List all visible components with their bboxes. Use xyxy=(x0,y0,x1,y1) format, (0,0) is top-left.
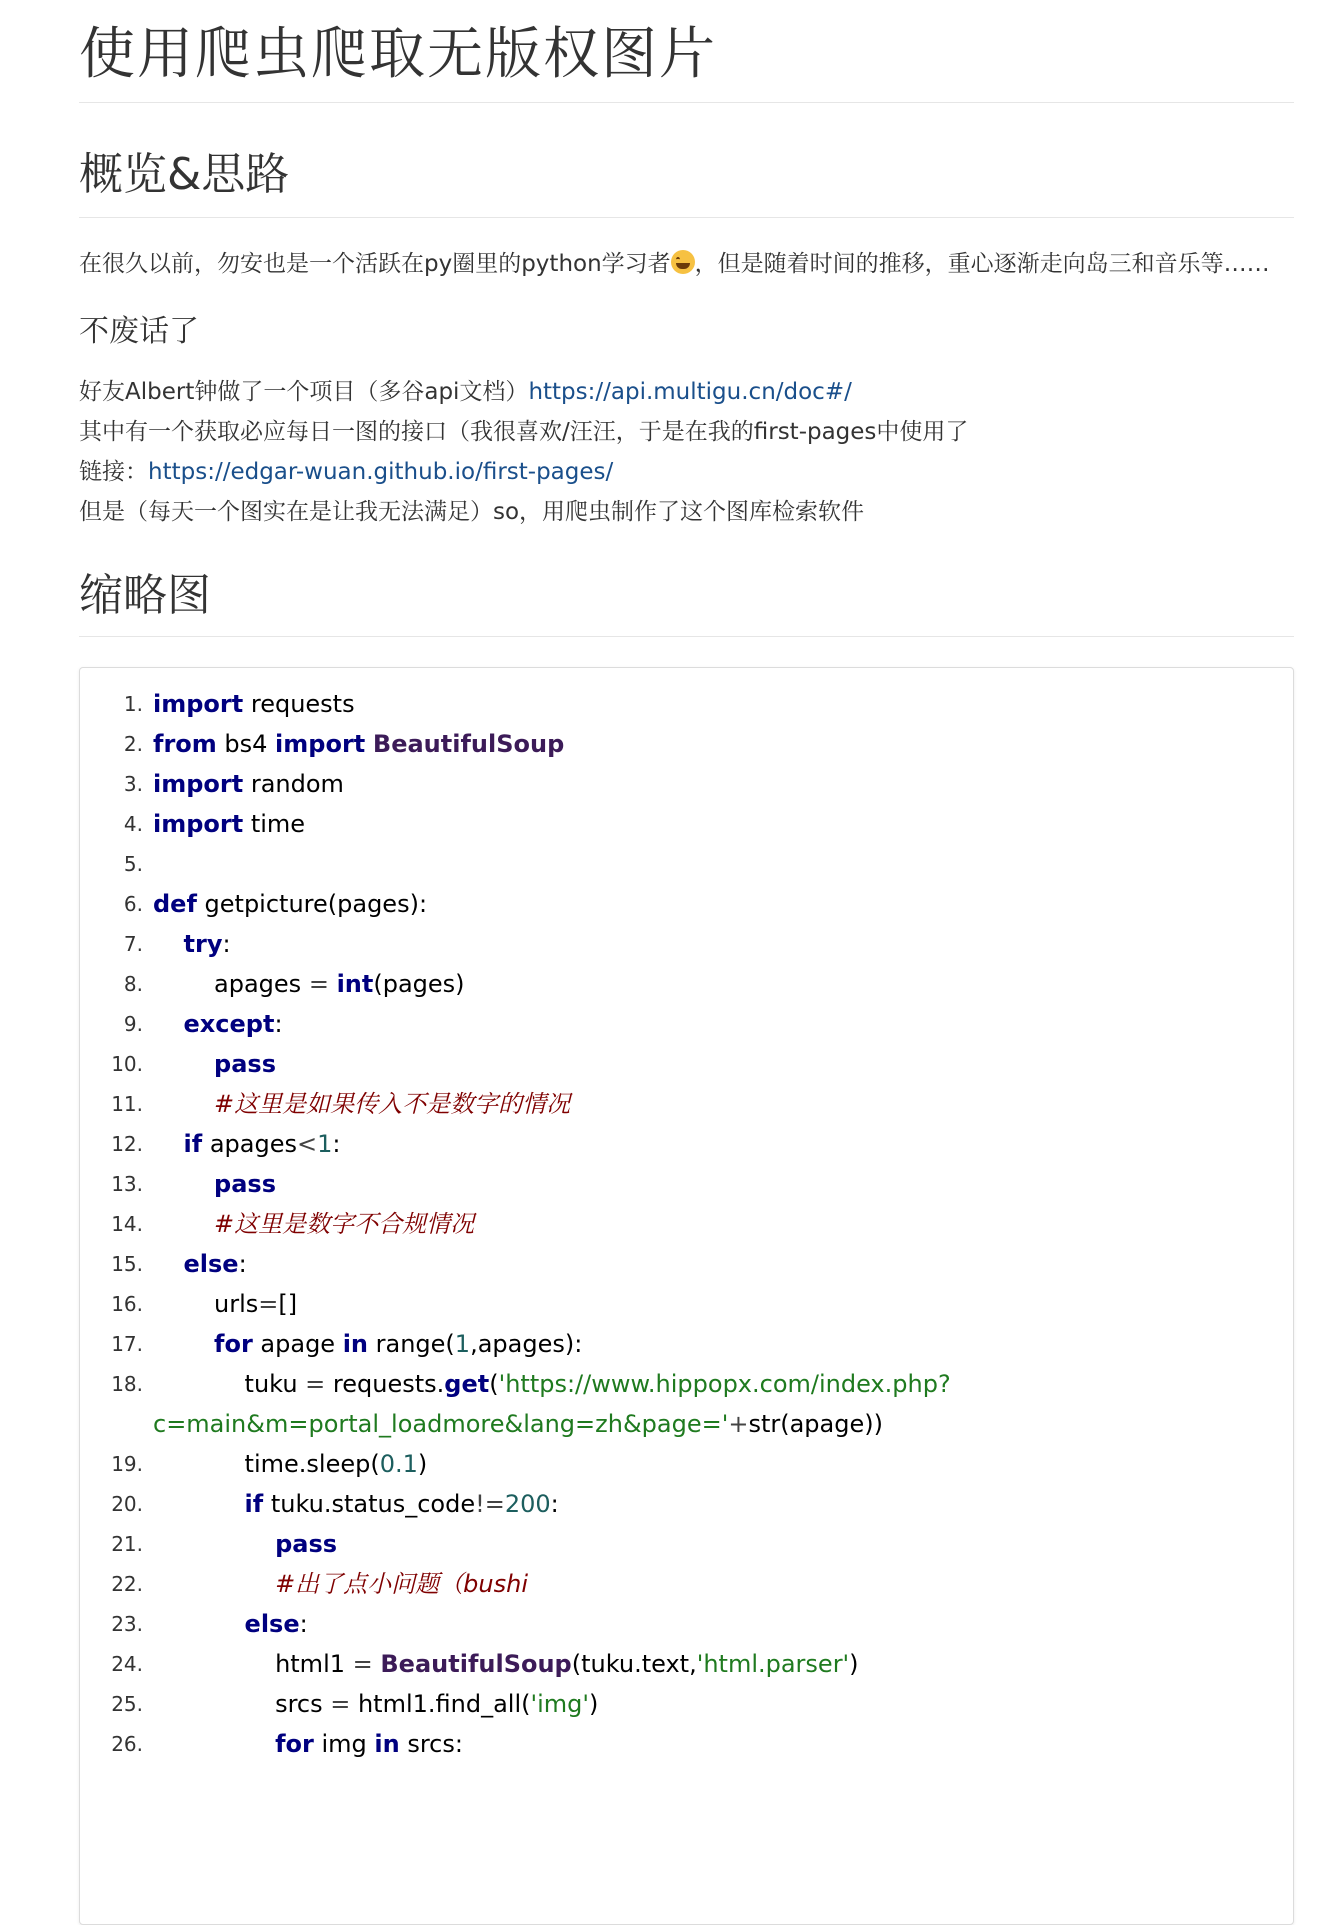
code-token: 1 xyxy=(317,1130,333,1158)
line-number: 8. xyxy=(123,972,143,996)
line-number: 19. xyxy=(111,1452,143,1476)
line-number: 12. xyxy=(111,1132,143,1156)
code-token xyxy=(153,1050,214,1078)
line-number: 9. xyxy=(123,1012,143,1036)
thumbnail-divider xyxy=(79,636,1294,637)
line-number: 25. xyxy=(111,1692,143,1716)
code-token xyxy=(153,1330,214,1358)
code-text xyxy=(153,1004,1293,1044)
code-token: apages xyxy=(153,970,309,998)
code-text xyxy=(153,1444,1293,1484)
code-token: if xyxy=(244,1490,264,1518)
code-token: pass xyxy=(214,1050,276,1078)
line-number: 4. xyxy=(123,812,143,836)
code-text xyxy=(153,684,1293,724)
code-text xyxy=(153,1564,1293,1604)
code-token: (tuku.text, xyxy=(571,1650,697,1678)
code-token: apages xyxy=(202,1130,297,1158)
code-line xyxy=(80,1004,1293,1044)
line-number: 13. xyxy=(111,1172,143,1196)
code-token: try xyxy=(183,930,223,958)
code-token: pass xyxy=(275,1530,338,1558)
code-token: 'https://www.hippopx.com/index.php?c=main&m=portal_loadmore&lang=zh&page=' xyxy=(153,1370,951,1438)
code-text xyxy=(153,1364,1293,1444)
code-line xyxy=(80,1644,1293,1684)
page-title: 使用爬虫爬取无版权图片 xyxy=(79,22,717,87)
code-token: 200 xyxy=(504,1490,551,1518)
line-number: 15. xyxy=(111,1252,143,1276)
line-project-text: 好友Albert钟做了一个项目（多谷api文档） xyxy=(79,379,529,405)
code-line xyxy=(80,764,1293,804)
code-text xyxy=(153,924,1293,964)
code-token: ( xyxy=(489,1370,499,1398)
code-token: else xyxy=(244,1610,300,1638)
code-token: 1 xyxy=(454,1330,471,1358)
code-token: ) xyxy=(417,1450,428,1478)
code-token xyxy=(329,970,337,998)
code-line xyxy=(80,1364,1293,1444)
line-number: 16. xyxy=(111,1292,143,1316)
line-number: 11. xyxy=(111,1092,143,1116)
code-text xyxy=(153,964,1293,1004)
code-line xyxy=(80,1164,1293,1204)
line-number: 23. xyxy=(111,1612,143,1636)
code-text xyxy=(153,884,1293,924)
code-text xyxy=(153,1604,1293,1644)
code-token: ) xyxy=(589,1690,599,1718)
code-token: #出了点小问题（bushi xyxy=(275,1570,528,1598)
code-token: : xyxy=(332,1130,341,1158)
code-token xyxy=(153,1490,245,1518)
line-number: 21. xyxy=(111,1532,143,1556)
code-line xyxy=(80,724,1293,764)
code-token: #这里是如果传入不是数字的情况 xyxy=(214,1090,571,1118)
code-line xyxy=(80,804,1293,844)
code-token: if xyxy=(183,1130,203,1158)
code-text xyxy=(153,1044,1293,1084)
code-token: BeautifulSoup xyxy=(372,730,565,758)
line-number: 24. xyxy=(111,1652,143,1676)
code-text xyxy=(153,1484,1293,1524)
code-token: import xyxy=(153,690,244,718)
code-line xyxy=(80,1684,1293,1724)
code-token: str(apage)) xyxy=(748,1410,883,1438)
laughing-tears-emoji-icon xyxy=(671,250,695,274)
code-token: apage xyxy=(252,1330,343,1358)
line-number: 3. xyxy=(123,772,143,796)
code-token: srcs xyxy=(153,1690,331,1718)
code-token: #这里是数字不合规情况 xyxy=(214,1210,475,1238)
code-token: srcs: xyxy=(399,1730,463,1758)
intro-text-after: ，但是随着时间的推移，重心逐渐走向岛三和音乐等…… xyxy=(694,251,1270,277)
code-lines xyxy=(80,684,1293,1764)
code-token: : xyxy=(238,1250,247,1278)
code-token: ,apages): xyxy=(470,1330,583,1358)
api-doc-link[interactable]: https://api.multigu.cn/doc#/ xyxy=(528,379,852,405)
code-block[interactable] xyxy=(79,667,1294,1925)
line-number: 17. xyxy=(111,1332,143,1356)
code-line xyxy=(80,844,1293,884)
code-line xyxy=(80,1524,1293,1564)
code-token xyxy=(153,1170,214,1198)
thumbnail-heading: 缩略图 xyxy=(79,570,211,621)
overview-heading: 概览&思路 xyxy=(79,149,290,200)
code-line xyxy=(80,924,1293,964)
code-token: in xyxy=(374,1730,400,1758)
line-number: 7. xyxy=(123,932,143,956)
code-text xyxy=(153,1284,1293,1324)
code-token: get xyxy=(444,1370,490,1398)
code-token: urls xyxy=(153,1290,259,1318)
code-token: img xyxy=(313,1730,375,1758)
code-token xyxy=(153,1010,184,1038)
code-token: for xyxy=(214,1330,253,1358)
code-token: = xyxy=(330,1690,351,1718)
code-token xyxy=(153,1610,245,1638)
code-line xyxy=(80,964,1293,1004)
code-token: getpicture(pages): xyxy=(196,890,428,918)
code-token xyxy=(153,1250,184,1278)
overview-divider xyxy=(79,217,1294,218)
intro-text-before: 在很久以前，勿安也是一个活跃在py圈里的python学习者 xyxy=(79,251,671,277)
code-line xyxy=(80,1284,1293,1324)
code-token: random xyxy=(243,770,344,798)
code-token xyxy=(365,730,373,758)
intro-paragraph xyxy=(79,244,1294,284)
code-token: in xyxy=(342,1330,369,1358)
code-text xyxy=(153,1164,1293,1204)
line-project xyxy=(79,372,1294,412)
code-token: requests xyxy=(243,690,355,718)
code-token: tuku.status_code xyxy=(263,1490,476,1518)
code-line xyxy=(80,1244,1293,1284)
line-number: 1. xyxy=(123,692,143,716)
line-number: 10. xyxy=(111,1052,143,1076)
code-token: : xyxy=(274,1010,283,1038)
code-line xyxy=(80,1484,1293,1524)
line-link xyxy=(79,452,1294,492)
code-token: = xyxy=(308,970,329,998)
code-token: html1.find_all( xyxy=(350,1690,531,1718)
code-token: def xyxy=(153,890,197,918)
code-token: pass xyxy=(214,1170,276,1198)
code-token: bs4 xyxy=(216,730,276,758)
line-number: 20. xyxy=(111,1492,143,1516)
line-number: 6. xyxy=(123,892,143,916)
code-token: time.sleep( xyxy=(153,1450,380,1478)
code-token: (pages) xyxy=(373,970,465,998)
code-text xyxy=(153,844,1293,884)
code-token: = xyxy=(352,1650,373,1678)
code-token: + xyxy=(728,1410,749,1438)
code-token: 0.1 xyxy=(379,1450,418,1478)
code-token: ) xyxy=(849,1650,859,1678)
code-token: = xyxy=(305,1370,326,1398)
code-line xyxy=(80,684,1293,724)
code-token: 'html.parser' xyxy=(696,1650,850,1678)
code-token: range( xyxy=(368,1330,455,1358)
code-text xyxy=(153,1524,1293,1564)
code-token: tuku xyxy=(153,1370,306,1398)
code-token: import xyxy=(153,810,244,838)
code-text xyxy=(153,724,1293,764)
code-token xyxy=(153,930,184,958)
first-pages-link[interactable]: https://edgar-wuan.github.io/first-pages/ xyxy=(148,459,614,485)
code-token: from xyxy=(153,730,217,758)
code-token: time xyxy=(243,810,306,838)
line-conclusion: 但是（每天一个图实在是让我无法满足）so，用爬虫制作了这个图库检索软件 xyxy=(79,499,865,525)
code-text xyxy=(153,764,1293,804)
code-token: requests. xyxy=(325,1370,445,1398)
code-token: : xyxy=(222,930,231,958)
code-line xyxy=(80,1204,1293,1244)
code-text xyxy=(153,804,1293,844)
code-text xyxy=(153,1124,1293,1164)
code-token: for xyxy=(275,1730,314,1758)
subheading: 不废话了 xyxy=(79,314,199,349)
code-token xyxy=(153,1090,214,1118)
code-text xyxy=(153,1324,1293,1364)
code-line xyxy=(80,1564,1293,1604)
code-line xyxy=(80,1724,1293,1764)
code-token: : xyxy=(550,1490,559,1518)
code-token: 'img' xyxy=(530,1690,589,1718)
code-text xyxy=(153,1244,1293,1284)
code-token: except xyxy=(183,1010,275,1038)
code-token: int xyxy=(336,970,374,998)
code-line xyxy=(80,1444,1293,1484)
code-text xyxy=(153,1684,1293,1724)
line-number: 18. xyxy=(111,1372,143,1396)
line-number: 22. xyxy=(111,1572,143,1596)
code-text xyxy=(153,1644,1293,1684)
code-token: BeautifulSoup xyxy=(380,1650,572,1678)
code-token: import xyxy=(153,770,244,798)
code-text xyxy=(153,1204,1293,1244)
line-number: 2. xyxy=(123,732,143,756)
code-line xyxy=(80,1044,1293,1084)
code-line xyxy=(80,1124,1293,1164)
code-line xyxy=(80,1604,1293,1644)
code-token: : xyxy=(299,1610,308,1638)
code-token: = xyxy=(258,1290,279,1318)
code-token: < xyxy=(296,1130,318,1158)
code-token: != xyxy=(475,1490,505,1518)
link-label: 链接： xyxy=(79,459,148,485)
line-interface: 其中有一个获取必应每日一图的接口（我很喜欢/汪汪，于是在我的first-pages中使用了 xyxy=(79,419,969,445)
line-number: 5. xyxy=(123,852,143,876)
code-token xyxy=(153,1130,184,1158)
code-line xyxy=(80,1084,1293,1124)
code-token xyxy=(153,1530,275,1558)
code-text xyxy=(153,1084,1293,1124)
code-token xyxy=(153,1570,275,1598)
body-lines xyxy=(79,372,1294,532)
code-line xyxy=(80,884,1293,924)
code-token: import xyxy=(275,730,366,758)
code-token: html1 xyxy=(153,1650,353,1678)
code-line xyxy=(80,1324,1293,1364)
code-token: else xyxy=(183,1250,239,1278)
code-token xyxy=(153,1730,275,1758)
code-token xyxy=(153,1210,214,1238)
line-number: 26. xyxy=(111,1732,143,1756)
code-text xyxy=(153,1724,1293,1764)
line-number: 14. xyxy=(111,1212,143,1236)
code-token: [] xyxy=(278,1290,298,1318)
